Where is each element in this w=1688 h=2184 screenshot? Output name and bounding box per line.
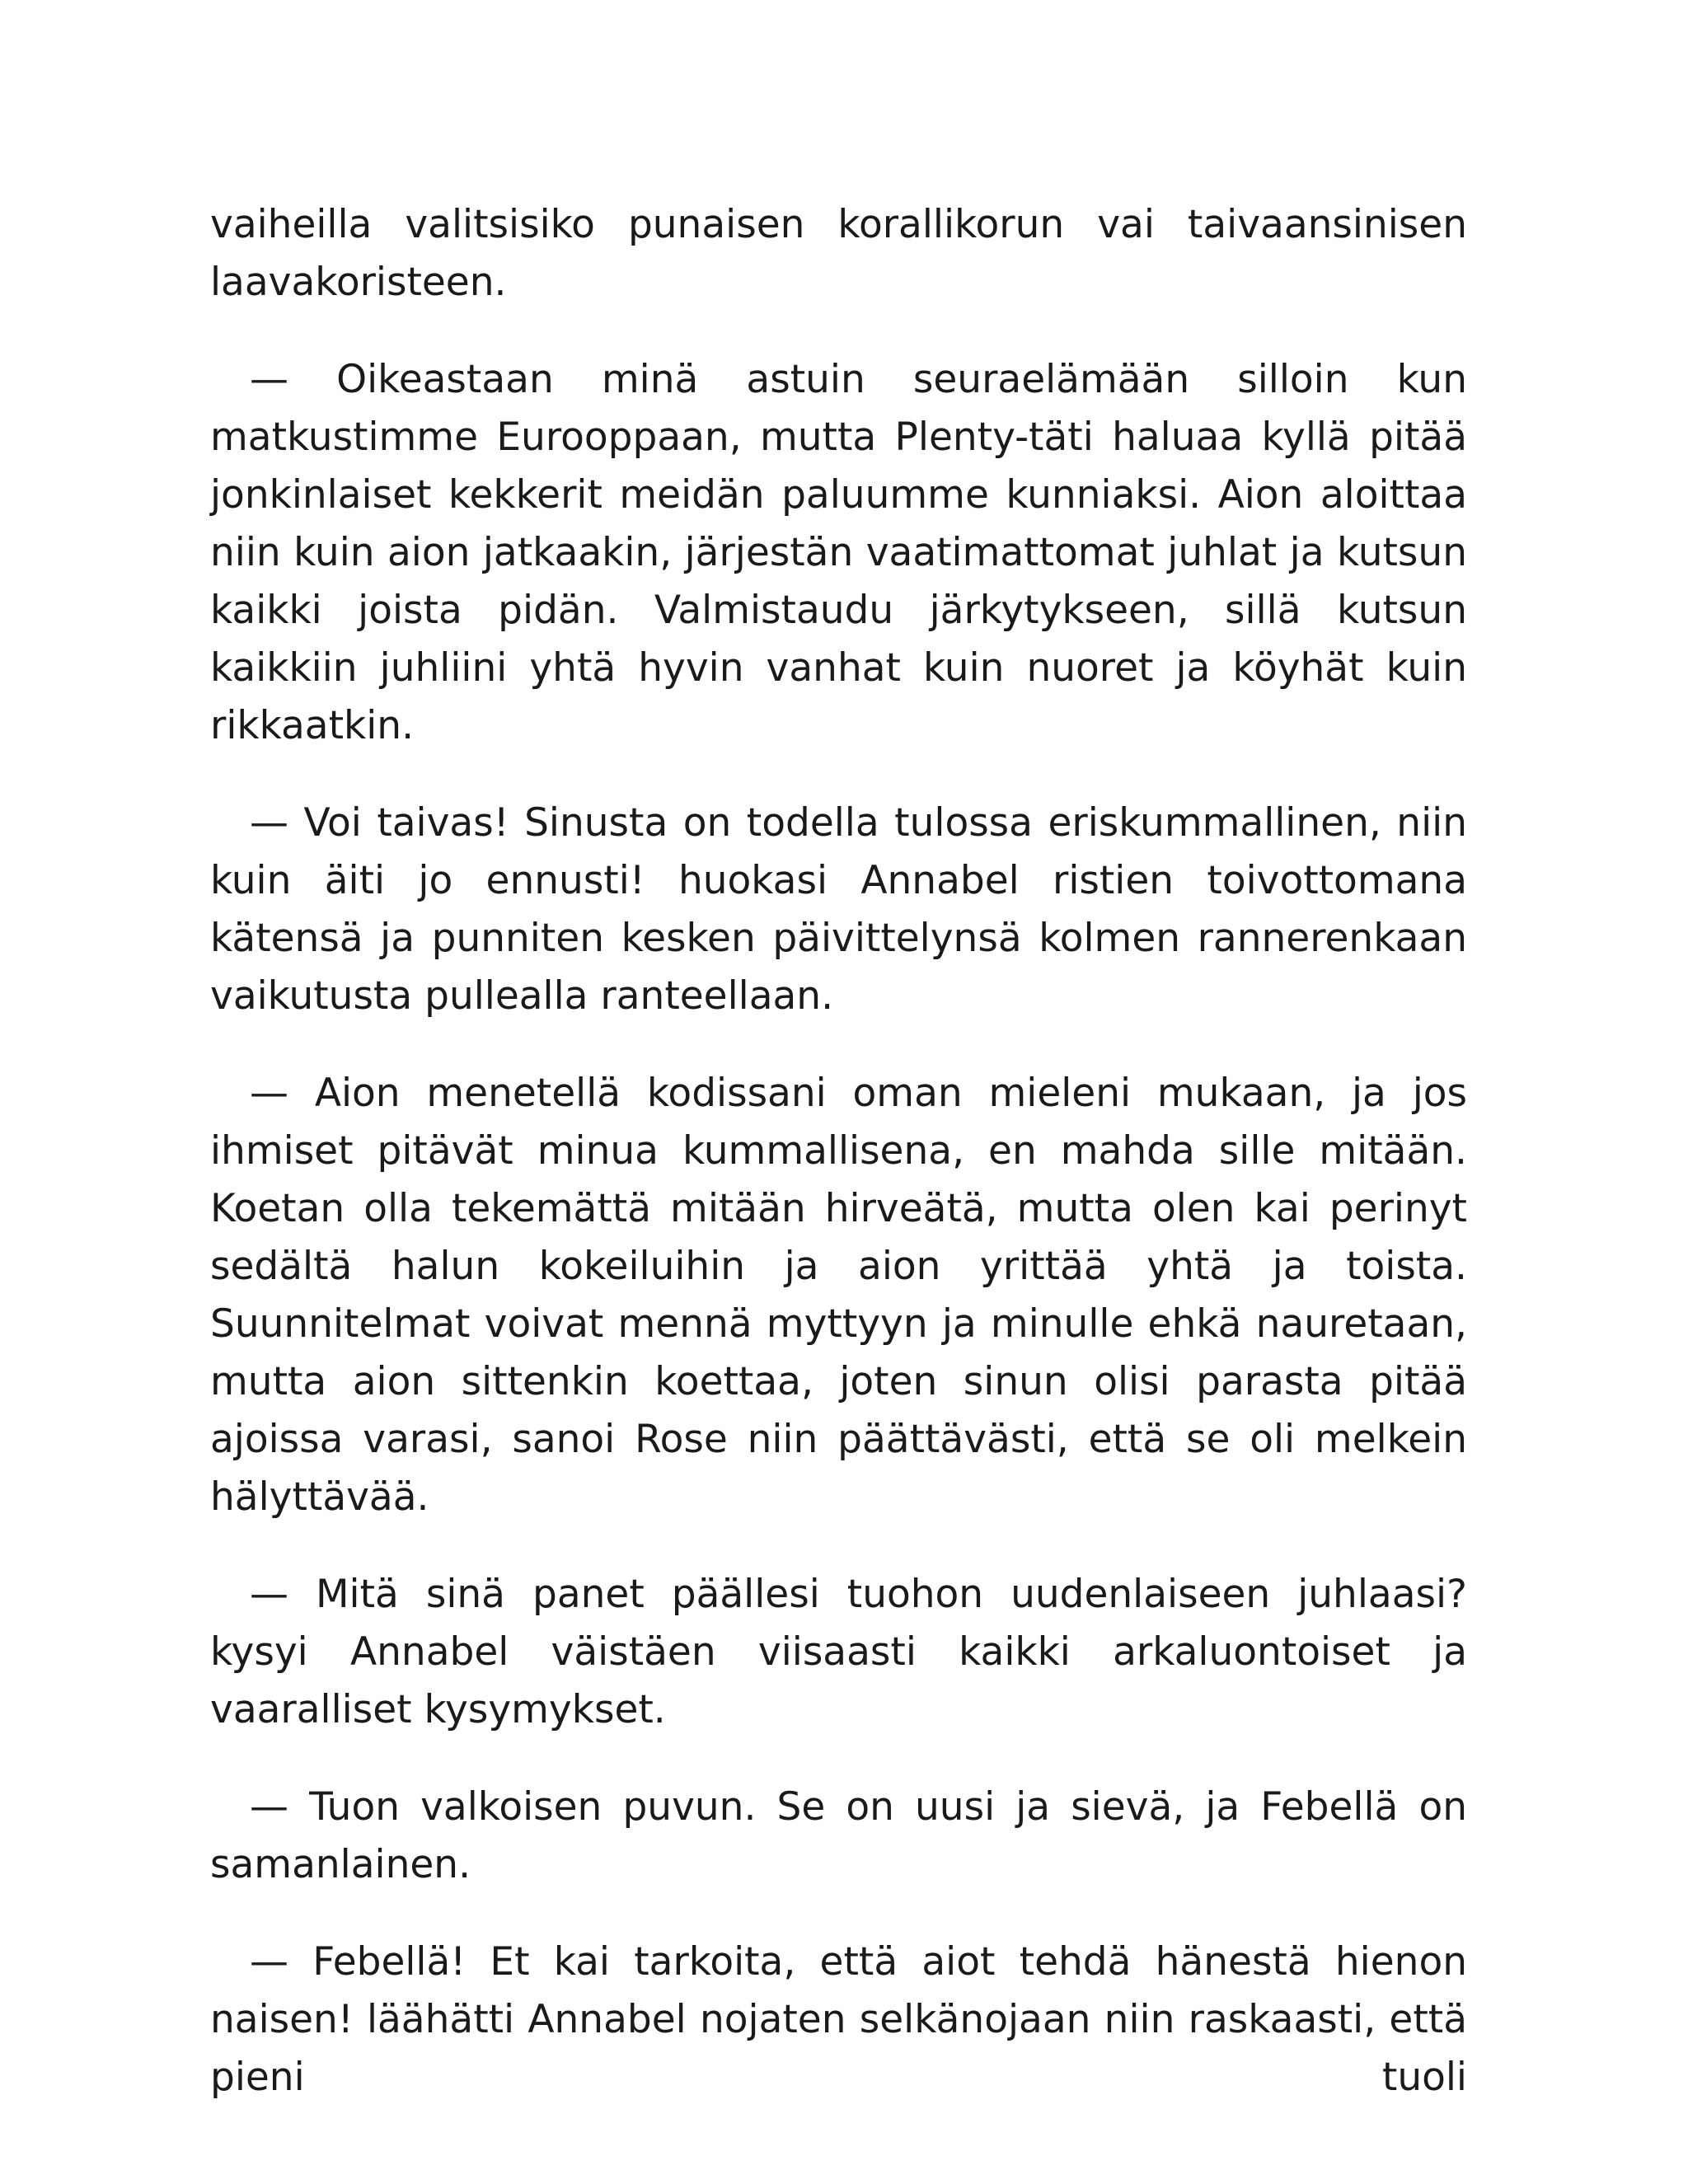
paragraph-5: — Mitä sinä panet päällesi tuohon uudenlaiseen juhlaasi? kysyi Annabel väistäen viisaasti kaikki arkaluontoiset ja vaaralliset kysymykset.: [210, 1572, 1467, 1732]
paragraph-2: — Oikeastaan minä astuin seuraelämään silloin kun matkustimme Eurooppaan, mutta Plenty-täti haluaa kyllä pitää jonkinlaiset kekkerit meidän paluumme kunniaksi. Aion aloittaa niin kuin aion jatkaakin, järjestän vaatimattomat juhlat ja kutsun kaikki joista pidän. Valmistaudu järkytykseen, sillä kutsun kaikkiin juhliini yhtä hyvin vanhat kuin nuoret ja köyhät kuin rikkaatkin.: [210, 357, 1467, 748]
paragraph-6: — Tuon valkoisen puvun. Se on uusi ja sievä, ja Febellä on samanlainen.: [210, 1784, 1467, 1887]
paragraph-7: — Febellä! Et kai tarkoita, että aiot tehdä hänestä hienon naisen! läähätti Annabel nojaten selkänojaan niin raskaasti, että pieni tuoli: [210, 1939, 1467, 2100]
paragraph-4: — Aion menetellä kodissani oman mieleni mukaan, ja jos ihmiset pitävät minua kummallisena, en mahda sille mitään. Koetan olla tekemättä mitään hirveätä, mutta olen kai perinyt sedältä halun kokeiluihin ja aion yrittää yhtä ja toista. Suunnitelmat voivat mennä myttyyn ja minulle ehkä nauretaan, mutta aion sittenkin koettaa, joten sinun olisi parasta pitää ajoissa varasi, sanoi Rose niin päättävästi, että se oli melkein hälyttävää.: [210, 1071, 1467, 1520]
paragraph-1: vaiheilla valitsisiko punaisen korallikorun vai taivaansinisen laavakoristeen.: [210, 202, 1467, 305]
page-body: [210, 196, 1467, 2146]
paragraph-3: — Voi taivas! Sinusta on todella tulossa eriskummallinen, niin kuin äiti jo ennusti! huokasi Annabel ristien toivottomana kätensä ja punniten kesken päivittelynsä kolmen rannerenkaan vaikutusta pullealla ranteellaan.: [210, 800, 1467, 1019]
